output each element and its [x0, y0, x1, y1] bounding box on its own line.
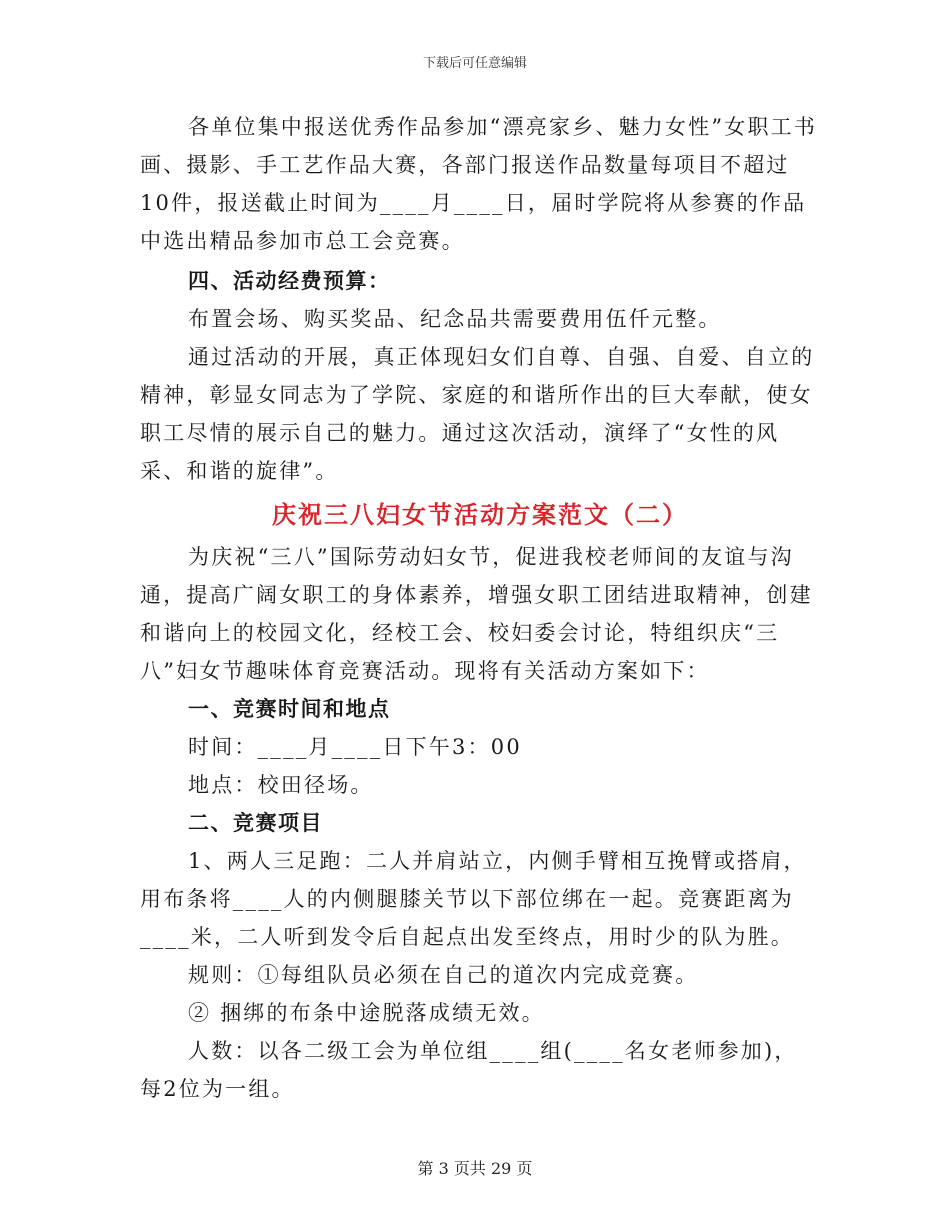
- paragraph-rule-1: 规则：①每组队员必须在自己的道次内完成竞赛。: [188, 963, 699, 987]
- document-title: 庆祝三八妇女节活动方案范文（二）: [272, 501, 688, 529]
- paragraph-time: 时间：____月____日下午3：00: [188, 735, 522, 759]
- paragraph-three-legged-race: 1、两人三足跑：二人并肩站立，内侧手臂相互挽臂或搭肩，用布条将____人的内侧腿膝关节以下部位绑在一起。竞赛距离为____米，二人听到发令后自起点出发至终点，用时少的队为胜。: [140, 849, 807, 949]
- paragraph-place: 地点：校田径场。: [188, 773, 374, 797]
- section-heading-budget: 四、活动经费预算：: [188, 269, 391, 293]
- page-header: 下载后可任意编辑: [422, 56, 527, 71]
- section-heading-time-place: 一、竞赛时间和地点: [188, 697, 391, 721]
- page-footer: 第 3 页共 29 页: [417, 1159, 533, 1178]
- paragraph-participants: 人数：以各二级工会为单位组____组(____名女老师参加)，每2位为一组。: [140, 1039, 798, 1101]
- paragraph-budget: 布置会场、购买奖品、纪念品共需要费用伍仟元整。: [188, 307, 722, 331]
- paragraph-works-submission: 各单位集中报送优秀作品参加“漂亮家乡、魅力女性”女职工书画、摄影、手工艺作品大赛，各部门报送作品数量每项目不超过10件，报送截止时间为____月____日，届时学院将从参赛的作品中选出精品参加市总工会竞赛。: [140, 115, 818, 253]
- paragraph-summary: 通过活动的开展，真正体现妇女们自尊、自强、自爱、自立的精神，彰显女同志为了学院、家庭的和谐所作出的巨大奉献，使女职工尽情的展示自己的魅力。通过这次活动，演绎了“女性的风采、和谐的旋律”。: [140, 345, 815, 483]
- section-heading-events: 二、竞赛项目: [188, 811, 323, 835]
- paragraph-intro: 为庆祝“三八”国际劳动妇女节，促进我校老师间的友谊与沟通，提高广阔女职工的身体素养，增强女职工团结进取精神，创建和谐向上的校园文化，经校工会、校妇委会讨论，特组织庆“三八”妇女节趣味体育竞赛活动。现将有关活动方案如下：: [140, 545, 813, 683]
- paragraph-rule-2: ② 捆绑的布条中途脱落成绩无效。: [188, 1001, 545, 1025]
- document-body: [140, 108, 820, 1108]
